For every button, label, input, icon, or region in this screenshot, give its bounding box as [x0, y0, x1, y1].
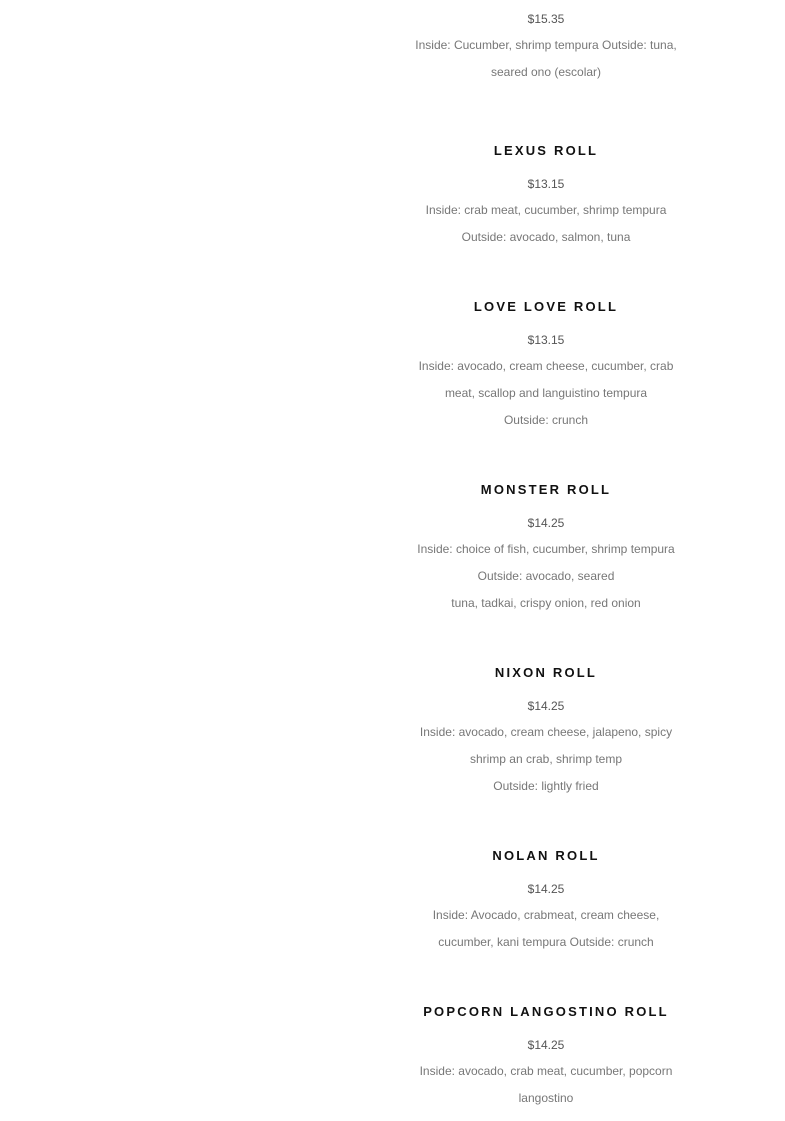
item-description [396, 719, 696, 800]
description-line: shrimp an crab, shrimp temp [469, 752, 623, 766]
description-line: langostino [518, 1091, 574, 1105]
menu-item-love-love-roll [396, 298, 696, 434]
description-line: seared ono (escolar) [490, 65, 602, 79]
description-line: Inside: Cucumber, shrimp tempura Outside: tuna, [415, 38, 677, 52]
item-price: $13.15 [527, 333, 565, 347]
description-line: meat, scallop and languistino tempura [444, 386, 648, 400]
menu-item-nolan-roll [396, 847, 696, 956]
description-line: Outside: lightly fried [493, 779, 599, 793]
item-price: $15.35 [527, 12, 565, 26]
item-name: LOVE LOVE ROLL [473, 299, 619, 314]
description-line: tuna, tadkai, crispy onion, red onion [451, 596, 641, 610]
description-line: Outside: crunch [503, 413, 589, 427]
item-description [396, 353, 696, 434]
menu-item-popcorn-langostino-roll [396, 1003, 696, 1112]
item-price: $14.25 [527, 699, 565, 713]
description-line: Outside: avocado, seared [477, 569, 615, 583]
item-price: $14.25 [527, 1038, 565, 1052]
menu-item-list [396, 0, 696, 1121]
item-price: $14.25 [527, 882, 565, 896]
description-line: Inside: Avocado, crabmeat, cream cheese, [432, 908, 660, 922]
description-line: Inside: avocado, cream cheese, cucumber, crab [418, 359, 674, 373]
item-name: LEXUS ROLL [493, 143, 599, 158]
item-price: $14.25 [527, 516, 565, 530]
menu-item-monster-roll [396, 481, 696, 617]
menu-item-nixon-roll [396, 664, 696, 800]
item-description [396, 1058, 696, 1112]
description-line: Inside: avocado, cream cheese, jalapeno, spicy [419, 725, 673, 739]
item-price: $13.15 [527, 177, 565, 191]
item-description [396, 32, 696, 86]
description-line: Inside: choice of fish, cucumber, shrimp tempura [417, 542, 675, 556]
item-name: MONSTER ROLL [480, 482, 612, 497]
menu-item-partial [396, 0, 696, 86]
item-name: NIXON ROLL [494, 665, 598, 680]
description-line: cucumber, kani tempura Outside: crunch [438, 935, 654, 949]
item-description [396, 197, 696, 251]
item-description [396, 902, 696, 956]
description-line: Outside: avocado, salmon, tuna [461, 230, 631, 244]
item-name: POPCORN LANGOSTINO ROLL [423, 1004, 669, 1019]
menu-item-lexus-roll [396, 142, 696, 251]
item-description [396, 536, 696, 617]
item-name: NOLAN ROLL [492, 848, 600, 863]
description-line: Inside: avocado, crab meat, cucumber, popcorn [419, 1064, 673, 1078]
description-line: Inside: crab meat, cucumber, shrimp tempura [425, 203, 667, 217]
